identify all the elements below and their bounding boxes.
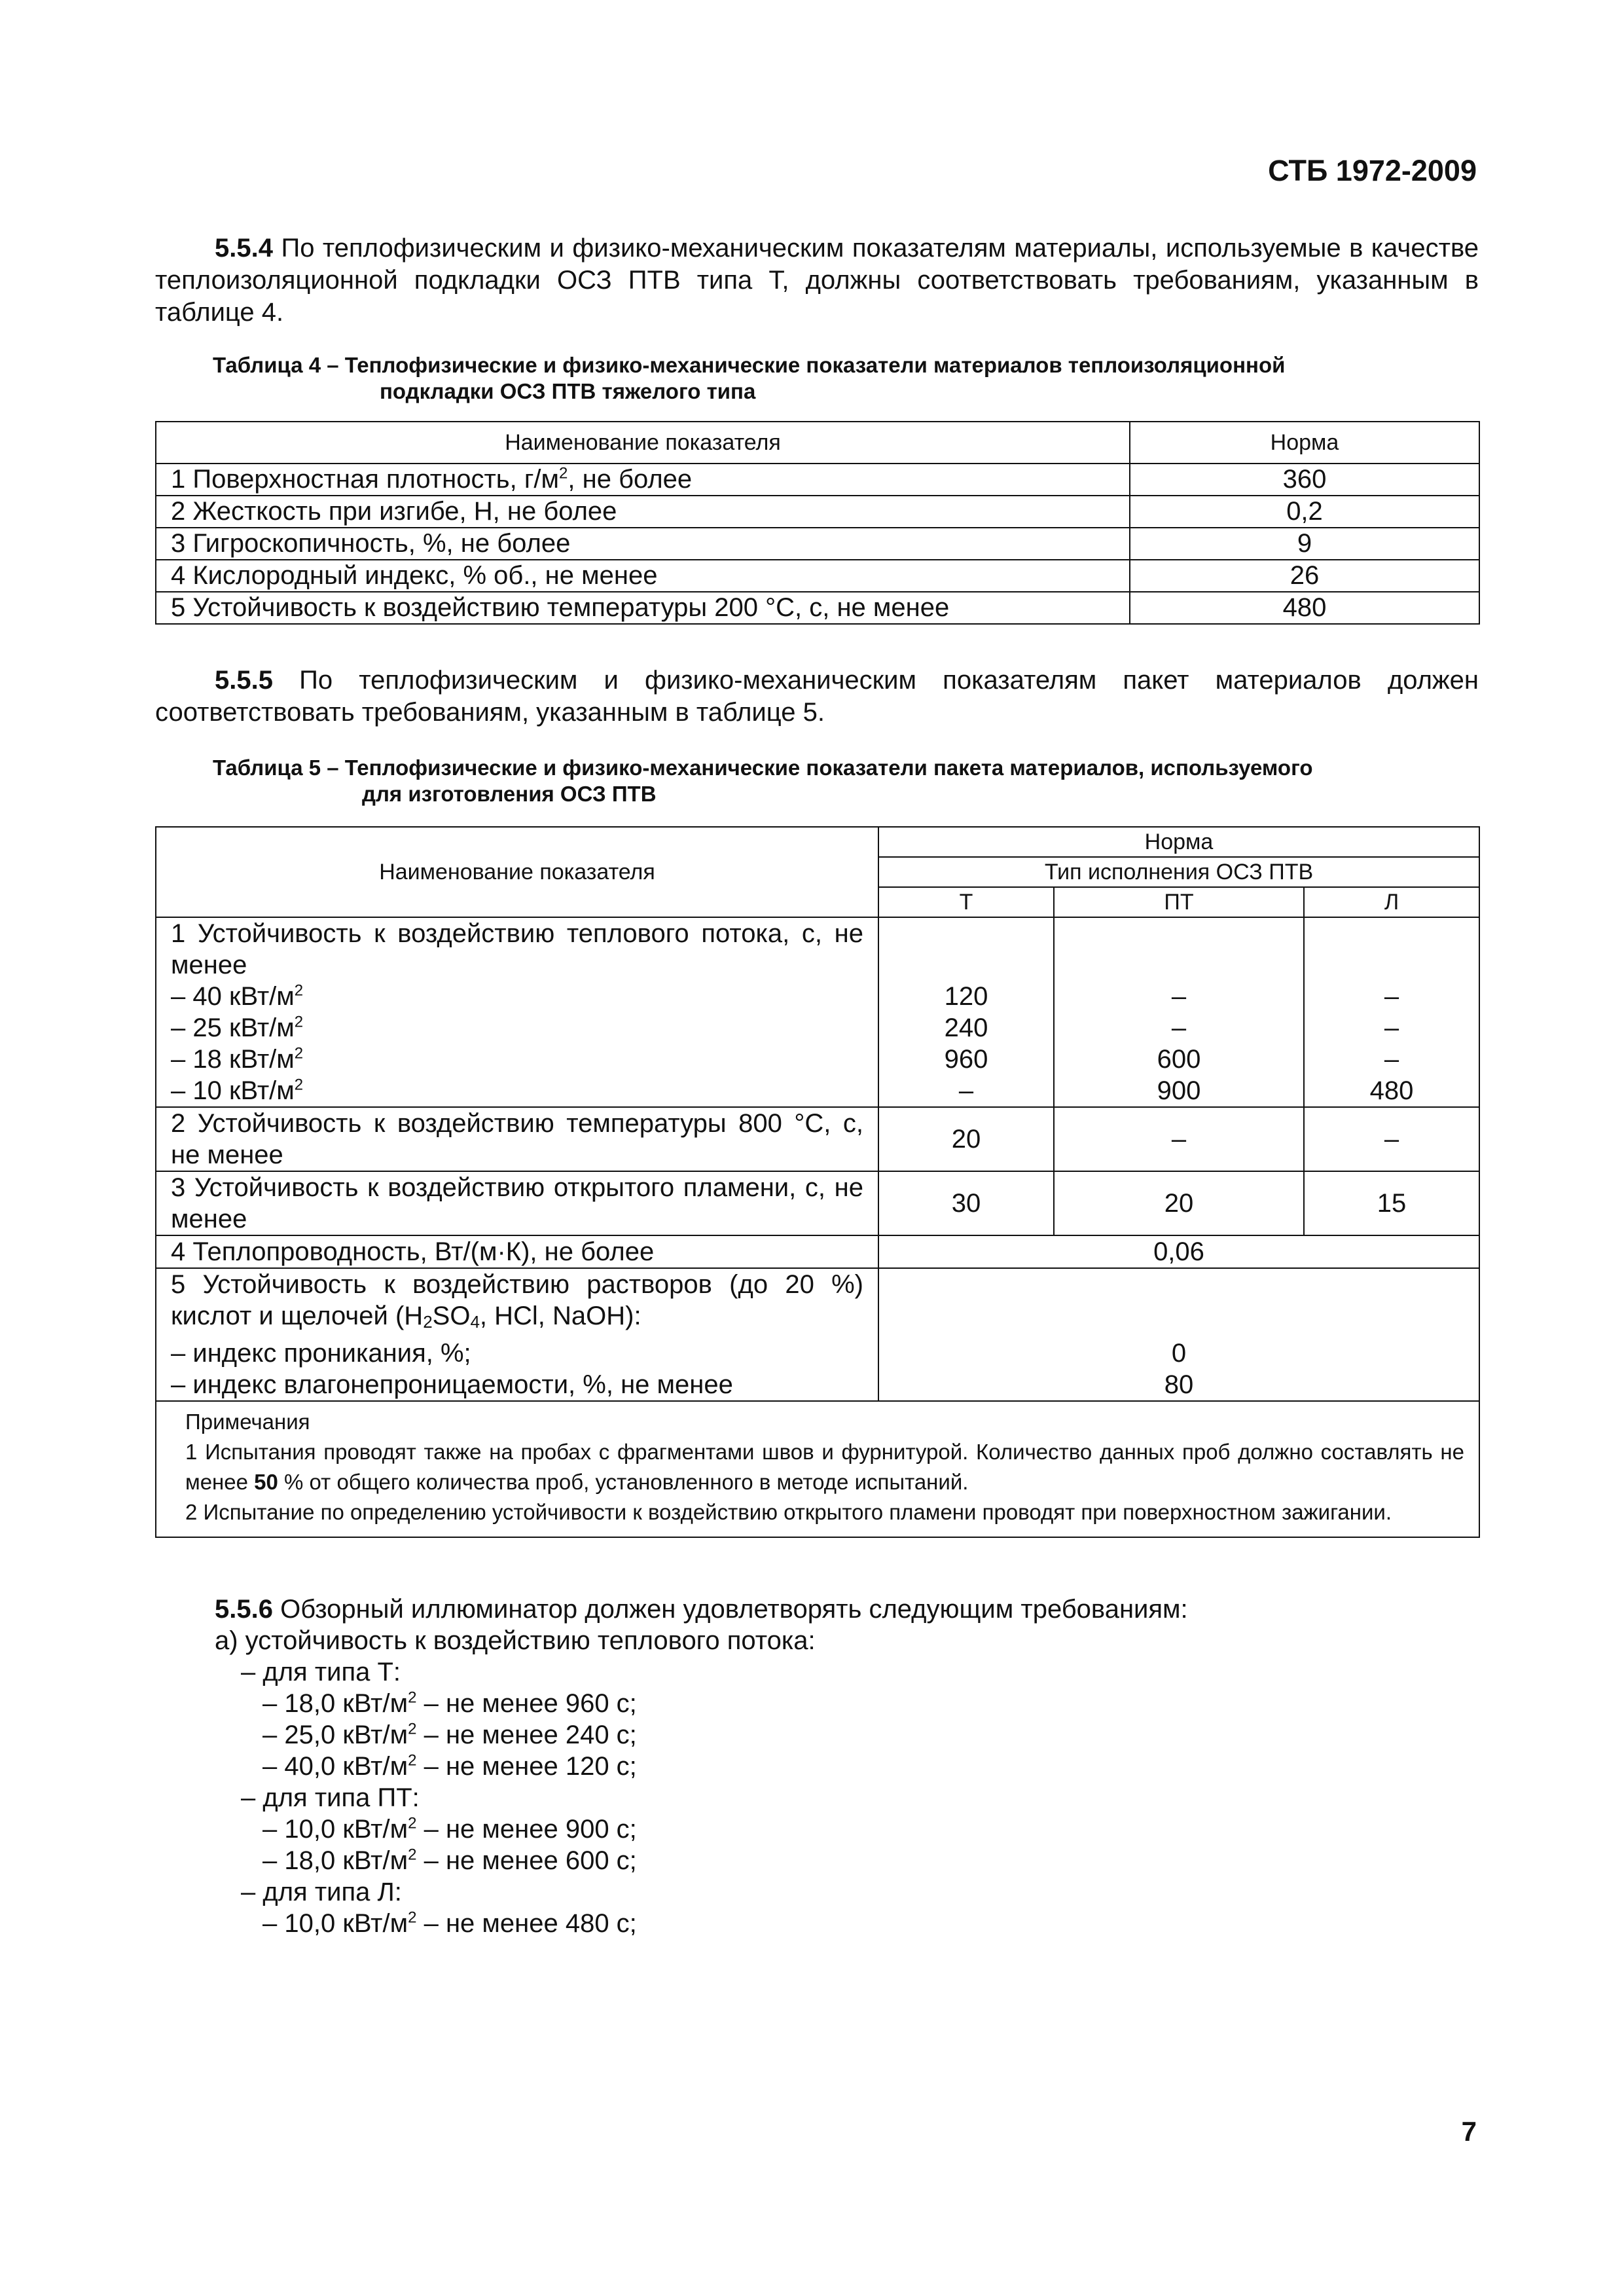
- table-row: [156, 592, 1479, 624]
- table-4-caption: [213, 352, 1479, 405]
- table-row: [156, 464, 1479, 496]
- clause-text: По теплофизическим и физико-механическим показателям пакет материалов должен соответствовать требованиям, указанным в таблице 5.: [155, 666, 1479, 727]
- indicator-name: 5 Устойчивость к воздействию растворов (до 20 %) кислот и щелочей ($H_2SO_4$, HCl, NaOH): – индекс проникания, %; – индекс влагонепроницаемости, %, не менее: [156, 1268, 878, 1401]
- value-type-pt: 20: [1054, 1171, 1304, 1235]
- indicator-value: 26: [1130, 560, 1479, 592]
- table-5-caption: [213, 755, 1479, 808]
- list-item: – 10,0 кВт/$м^2$ – не менее 900 с;: [262, 1814, 637, 1844]
- indicator-name: 4 Теплопроводность, Вт/(м·К), не более: [156, 1235, 878, 1268]
- table-row: [156, 1107, 1479, 1171]
- value-type-l: 15: [1304, 1171, 1479, 1235]
- table-4: [155, 421, 1480, 625]
- caption-continuation: для изготовления ОСЗ ПТВ: [362, 782, 657, 807]
- value-type-l: –: [1304, 1107, 1479, 1171]
- header-type-t: Т: [878, 887, 1054, 917]
- table-row: [156, 560, 1479, 592]
- type-t-label: – для типа Т:: [241, 1658, 401, 1686]
- header-norm: Норма: [1130, 422, 1479, 464]
- value-type-t: 20: [878, 1107, 1054, 1171]
- clause-number: 5.5.4: [215, 234, 273, 263]
- indicator-value: 9: [1130, 528, 1479, 560]
- table-row: [156, 528, 1479, 560]
- list-item: – 40,0 кВт/$м^2$ – не менее 120 с;: [262, 1751, 637, 1781]
- table-row: [156, 1268, 1479, 1401]
- table-row: [156, 1235, 1479, 1268]
- header-indicator-name: Наименование показателя: [156, 827, 878, 917]
- clause-number: 5.5.5: [215, 666, 273, 695]
- clause-text: По теплофизическим и физико-механическим показателям материалы, используемые в качестве теплоизоляционной подкладки ОСЗ ПТВ типа Т, должны соответствовать требованиям, указанным в таблице 4.: [155, 234, 1479, 327]
- indicator-name: 4 Кислородный индекс, % об., не менее: [156, 560, 1130, 592]
- indicator-value: 480: [1130, 592, 1479, 624]
- indicator-value: 360: [1130, 464, 1479, 496]
- value-type-pt: –: [1054, 1107, 1304, 1171]
- paragraph-5-5-5: [155, 665, 1479, 729]
- header-execution-type: Тип исполнения ОСЗ ПТВ: [878, 857, 1479, 887]
- subclause-a: а) устойчивость к воздействию теплового потока:: [215, 1626, 816, 1655]
- notes-title: Примечания: [185, 1410, 310, 1434]
- caption-continuation: подкладки ОСЗ ПТВ тяжелого типа: [380, 379, 756, 404]
- table-5: [155, 826, 1480, 1538]
- caption-text: Таблица 4 – Теплофизические и физико-механические показатели материалов теплоизоляционной: [213, 353, 1286, 377]
- indicator-name: 5 Устойчивость к воздействию температуры 200 °С, с, не менее: [156, 592, 1130, 624]
- list-item: – 18,0 кВт/$м^2$ – не менее 960 с;: [262, 1688, 637, 1718]
- header-indicator-name: Наименование показателя: [156, 422, 1130, 464]
- caption-text: Таблица 5 – Теплофизические и физико-механические показатели пакета материалов, используемого: [213, 756, 1313, 780]
- table-row: [156, 496, 1479, 528]
- list-item: – 25,0 кВт/$м^2$ – не менее 240 с;: [262, 1720, 637, 1749]
- value-type-t: 30: [878, 1171, 1054, 1235]
- list-item: – 18,0 кВт/$м^2$ – не менее 600 с;: [262, 1846, 637, 1875]
- document-code: СТБ 1972-2009: [1268, 154, 1477, 187]
- paragraph-5-5-6: [215, 1594, 1393, 1939]
- indicator-name: 3 Гигроскопичность, %, не более: [156, 528, 1130, 560]
- value-all-types: 0 80: [878, 1268, 1479, 1401]
- clause-heading: 5.5.6 Обзорный иллюминатор должен удовлетворять следующим требованиям:: [215, 1595, 1188, 1624]
- table-row: [156, 917, 1479, 1107]
- value-type-pt: – – 600 900: [1054, 917, 1304, 1107]
- type-pt-label: – для типа ПТ:: [241, 1783, 420, 1812]
- table-notes: [156, 1401, 1479, 1537]
- value-type-l: – – – 480: [1304, 917, 1479, 1107]
- value-all-types: 0,06: [878, 1235, 1479, 1268]
- indicator-name: 3 Устойчивость к воздействию открытого пламени, с, не менее: [156, 1171, 878, 1235]
- value-type-t: 120 240 960 –: [878, 917, 1054, 1107]
- table-notes-row: [156, 1401, 1479, 1537]
- table-header-row: [156, 827, 1479, 857]
- table-header-row: [156, 422, 1479, 464]
- indicator-value: 0,2: [1130, 496, 1479, 528]
- paragraph-5-5-4: [155, 232, 1479, 328]
- note-2: 2 Испытание по определению устойчивости к воздействию открытого пламени проводят при поверхностном зажигании.: [185, 1500, 1392, 1525]
- header-type-l: Л: [1304, 887, 1479, 917]
- list-item: – 10,0 кВт/$м^2$ – не менее 480 с;: [262, 1908, 637, 1938]
- page-number: 7: [1461, 2116, 1477, 2147]
- indicator-name: 2 Устойчивость к воздействию температуры 800 °С, с, не менее: [156, 1107, 878, 1171]
- indicator-name: 2 Жесткость при изгибе, Н, не более: [156, 496, 1130, 528]
- indicator-name: 1 Поверхностная плотность, $г/м^2$, не более: [156, 464, 1130, 496]
- indicator-name: 1 Устойчивость к воздействию теплового потока, с, не менее – 40 кВт/$м^2$ – 25 кВт/$м^2$ – 18 кВт/$м^2$ – 10 кВт/$м^2$: [156, 917, 878, 1107]
- note-1: 1 Испытания проводят также на пробах с фрагментами швов и фурнитурой. Количество данных проб должно составлять не менее 50 % от общего количества проб, установленного в методе испытаний.: [185, 1440, 1464, 1495]
- table-row: [156, 1171, 1479, 1235]
- header-type-pt: ПТ: [1054, 887, 1304, 917]
- header-norm: Норма: [878, 827, 1479, 857]
- type-l-label: – для типа Л:: [241, 1878, 402, 1906]
